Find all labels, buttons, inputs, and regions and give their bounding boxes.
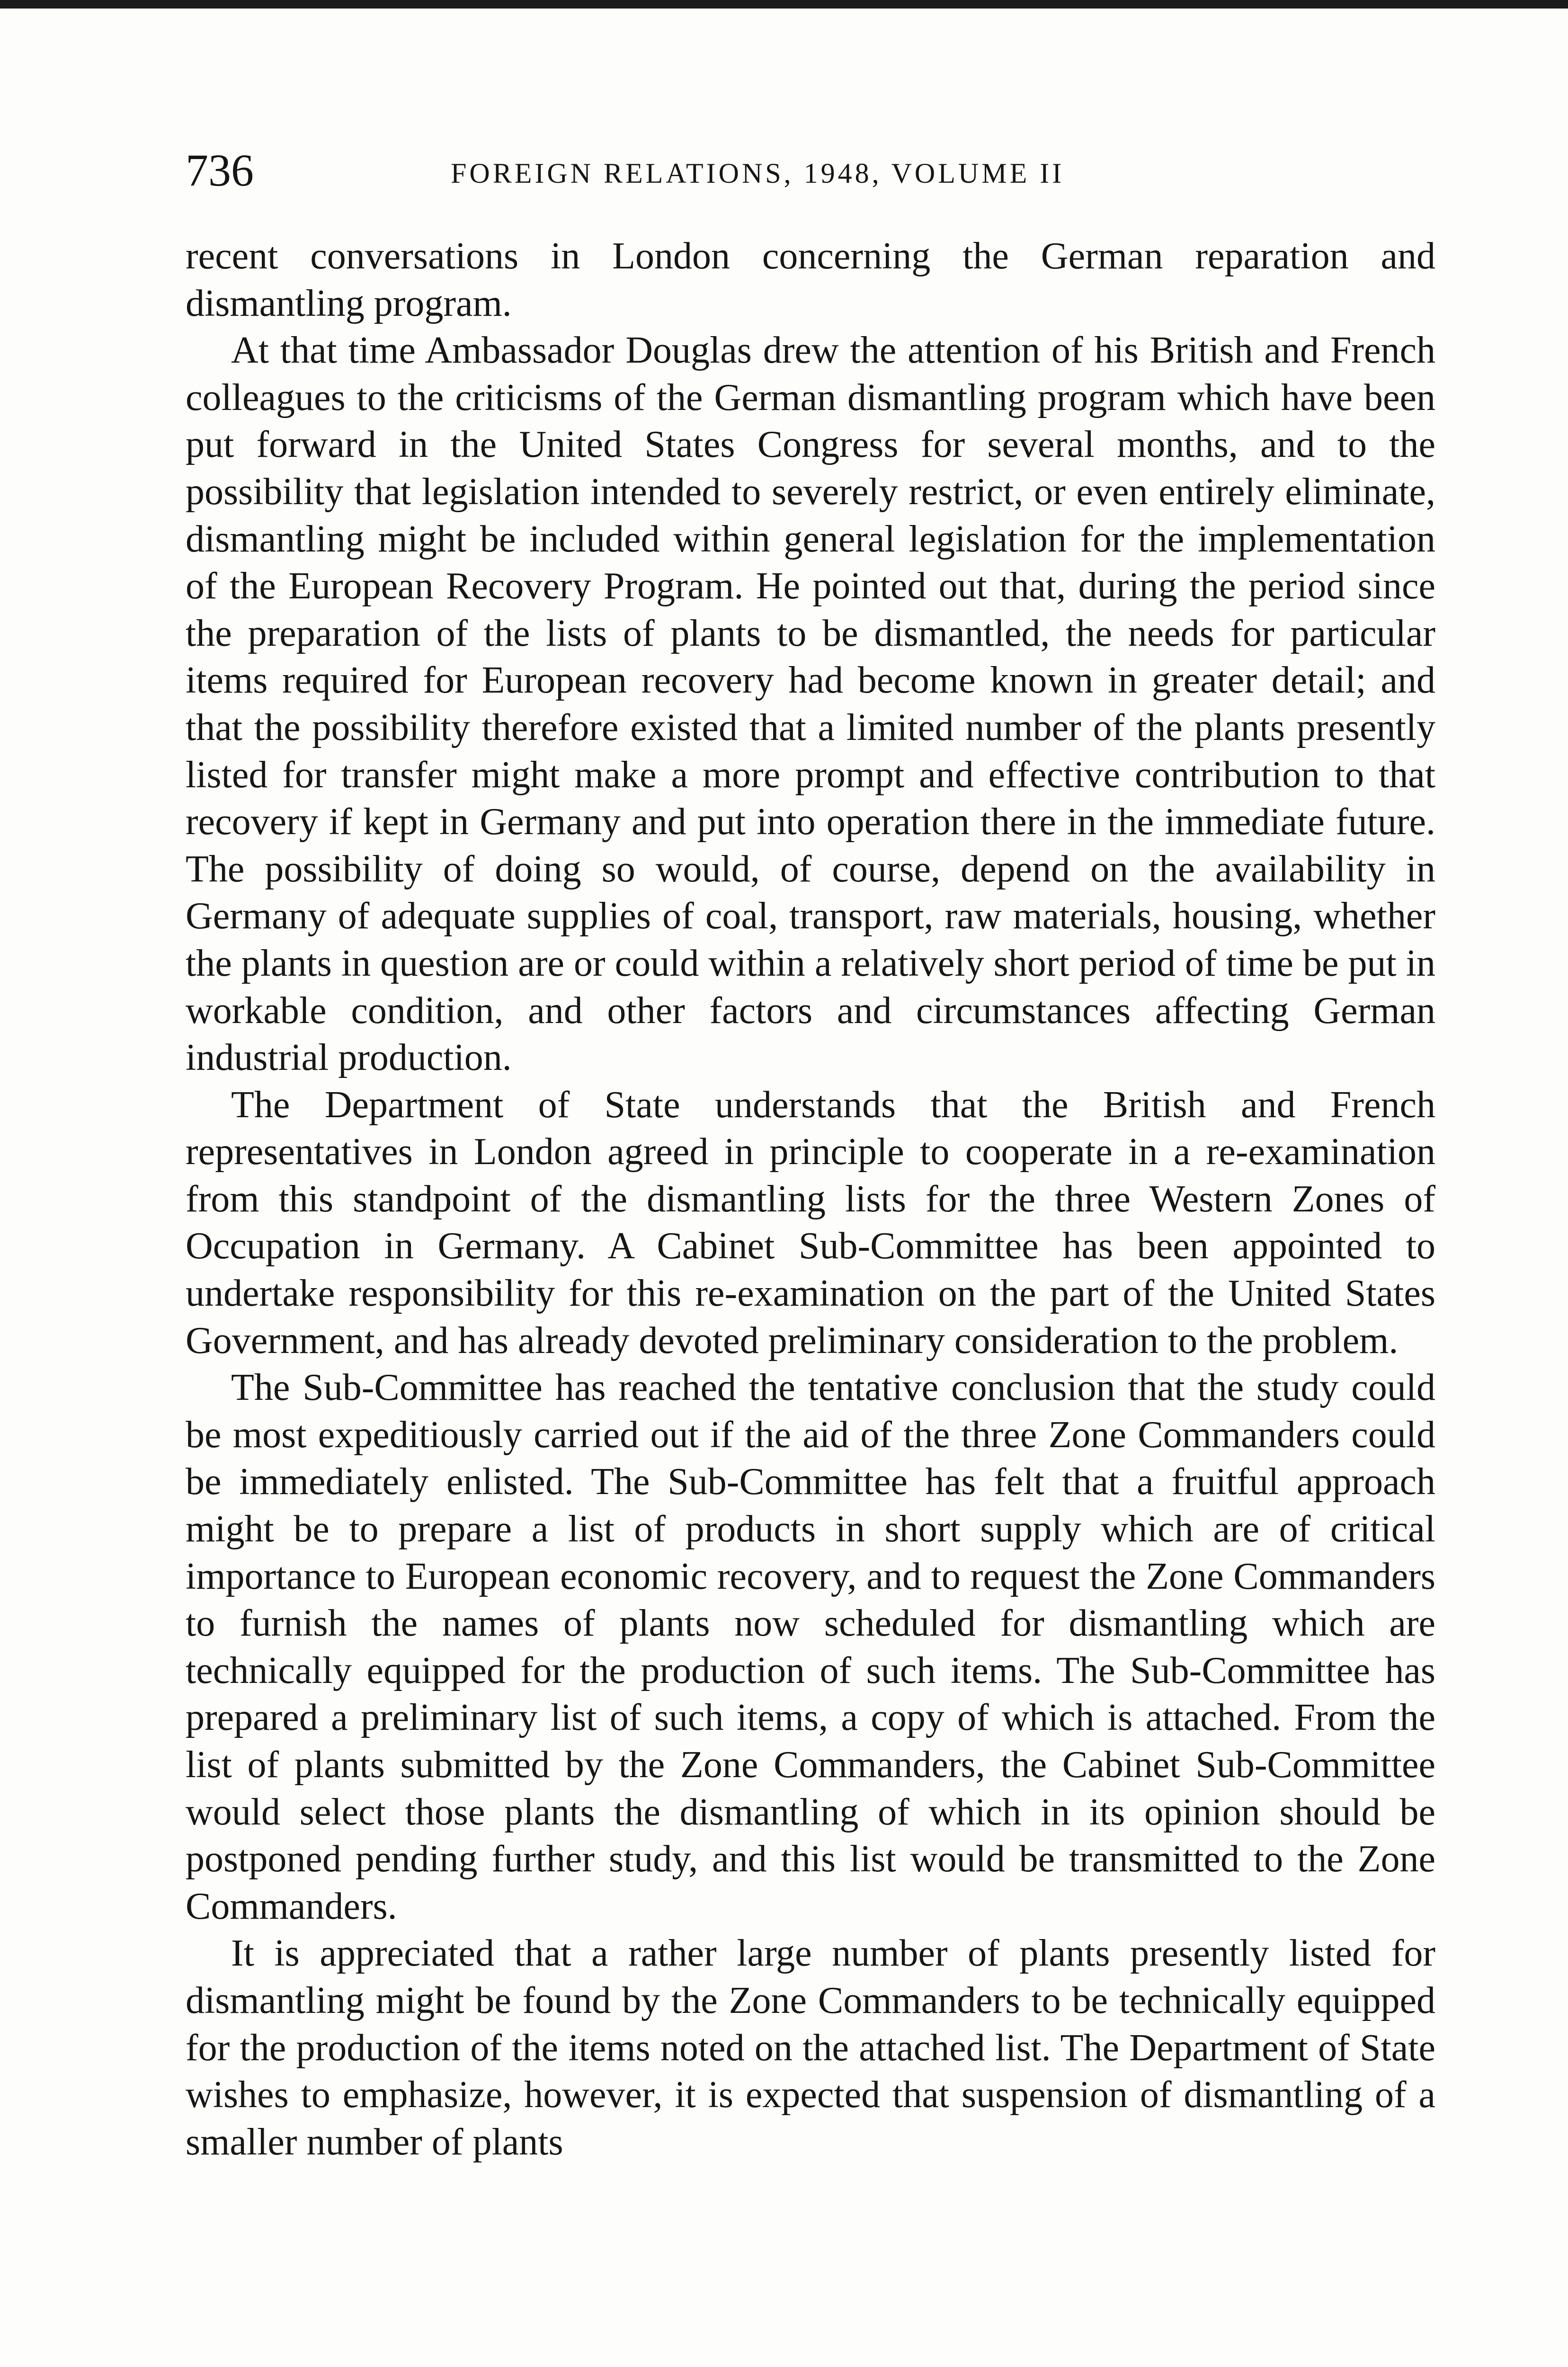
scan-top-edge [0, 0, 1568, 9]
page-header [186, 144, 1435, 196]
running-head: FOREIGN RELATIONS, 1948, VOLUME II [451, 158, 1065, 189]
paragraph: The Department of State understands that the British and French representatives in London agreed in principle to cooperate in a re-examination from this standpoint of the dismantling lists for the three Western Zones of Occupation in Germany. A Cabinet Sub-Committee has been appointed to undertake responsibility for this re-examination on the part of the United States Government, and has already devoted preliminary consideration to the problem. [186, 1084, 1435, 1361]
paragraph: It is appreciated that a rather large number of plants presently listed for dismantling might be found by the Zone Commanders to be technically equipped for the production of the items noted on the attached list. The Department of State wishes to emphasize, however, it is expected that suspension of dismantling of a smaller number of plants [186, 1932, 1435, 2163]
paragraph-continuation: recent conversations in London concerning the German reparation and dismantling program. [186, 235, 1435, 324]
body-text [186, 233, 1435, 2166]
page-number: 736 [186, 145, 254, 196]
paragraph: At that time Ambassador Douglas drew the attention of his British and French colleagues to the criticisms of the German dismantling program which have been put forward in the United States Congress for several months, and to the possibility that legislation intended to severely restrict, or even entirely eliminate, dismantling might be included within general legislation for the implementation of the European Recovery Program. He pointed out that, during the period since the preparation of the lists of plants to be dismantled, the needs for particular items required for European recovery had become known in greater detail; and that the possibility therefore existed that a limited number of the plants presently listed for transfer might make a more prompt and effective contribution to that recovery if kept in Germany and put into operation there in the immediate future. The possibility of doing so would, of course, depend on the availability in Germany of adequate supplies of coal, transport, raw materials, housing, whether the plants in question are or could within a relatively short period of time be put in workable condition, and other factors and circumstances affecting German industrial production. [186, 329, 1435, 1079]
paragraph: The Sub-Committee has reached the tentative conclusion that the study could be most expeditiously carried out if the aid of the three Zone Commanders could be immediately enlisted. The Sub-Committee has felt that a fruitful approach might be to prepare a list of products in short supply which are of critical importance to European economic recovery, and to request the Zone Commanders to furnish the names of plants now scheduled for dismantling which are technically equipped for the production of such items. The Sub-Committee has prepared a preliminary list of such items, a copy of which is attached. From the list of plants submitted by the Zone Commanders, the Cabinet Sub-Committee would select those plants the dismantling of which in its opinion should be postponed pending further study, and this list would be transmitted to the Zone Commanders. [186, 1367, 1435, 1927]
